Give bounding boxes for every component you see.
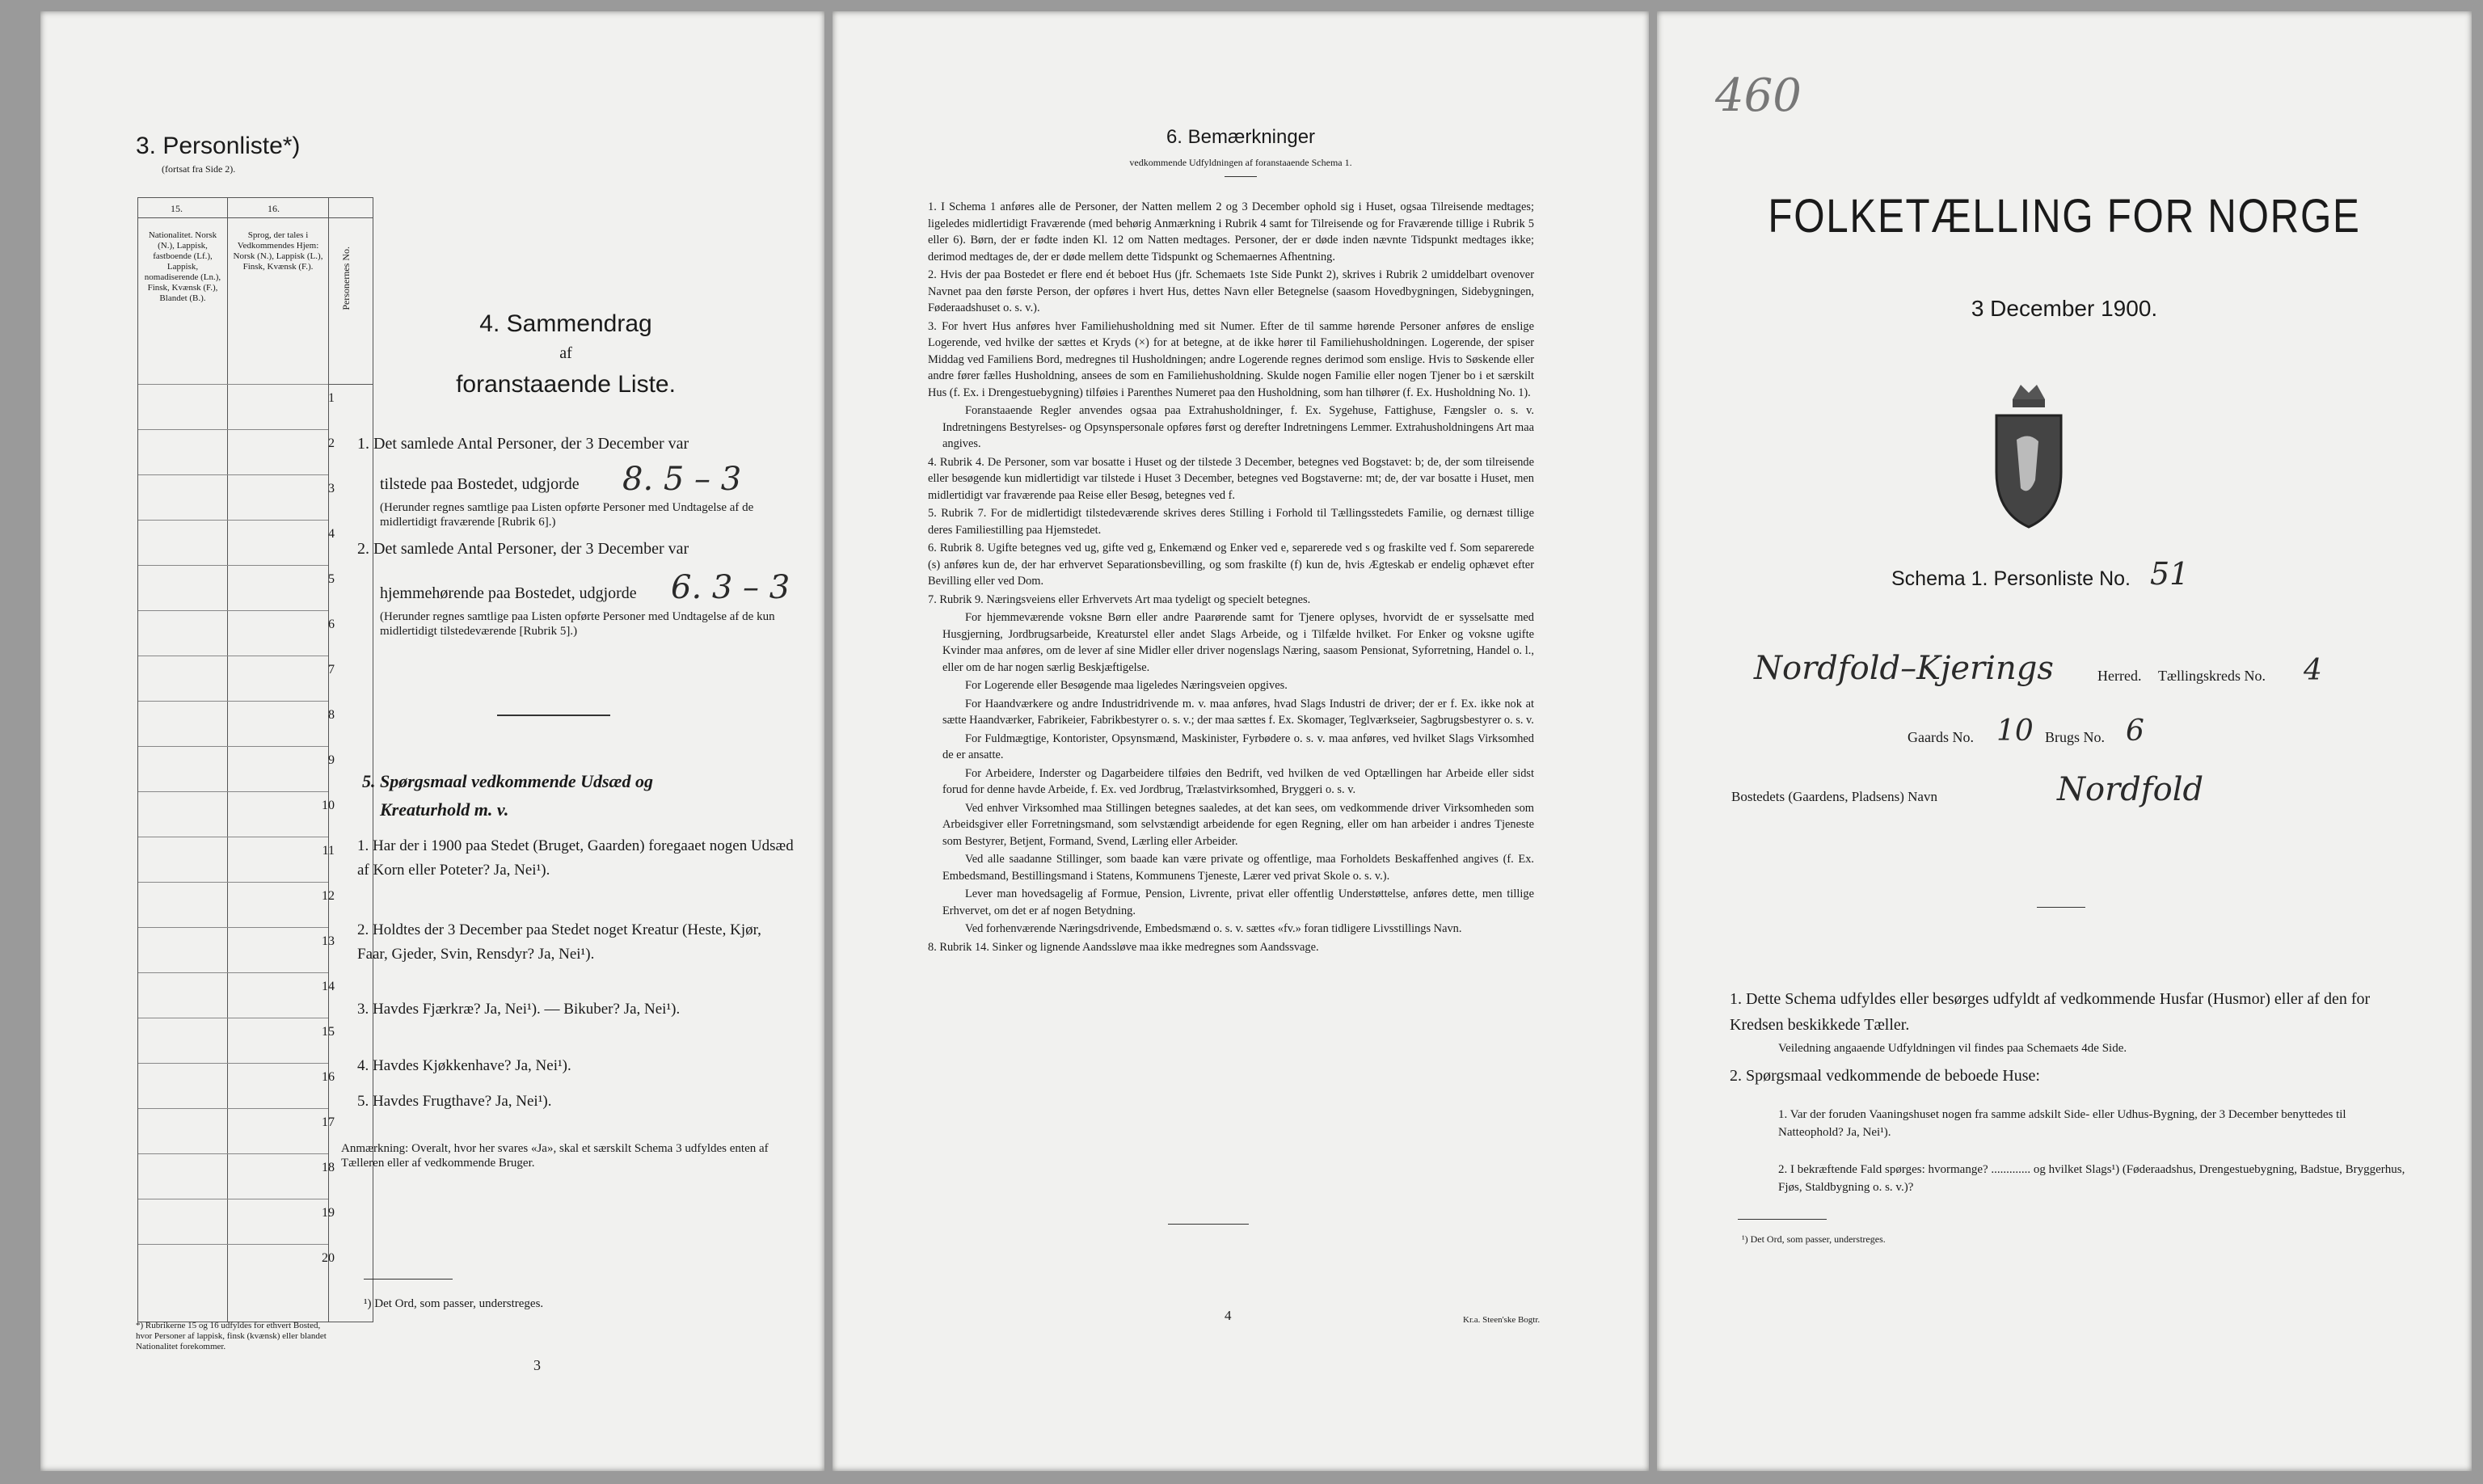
q2-note: (Herunder regnes samtlige paa Listen opførte Personer med Undtagelse af de kun midlertidigt tilstedeværende [Rubrik 5].) <box>380 610 775 638</box>
instruction-2: 2. Spørgsmaal vedkommende de beboede Huse: <box>1730 1067 2040 1085</box>
grid-row-line <box>138 429 328 430</box>
udsaed-q5: 5. Havdes Frugthave? Ja, Nei¹). <box>357 1093 552 1110</box>
remark-paragraph: 2. Hvis der paa Bostedet er flere end ét beboet Hus (jfr. Schemaets 1ste Side Punkt 2), skrives i Rubrik 2 umiddelbart ovenover Navnet paa den første Person, der opføres i hvert Hus, dettes Navn eller Betegnelse (saasom Hovedbygningen, Sidebygningen, Føderaadshuset o. s. v.). <box>928 268 1534 314</box>
remark-paragraph: 7. Rubrik 9. Næringsveiens eller Erhvervets Art maa tydeligt og specielt betegnes. <box>928 592 1311 606</box>
herred-handwritten: Nordfold–Kjerings <box>1754 650 2054 687</box>
udsaed-q1: 1. Har der i 1900 paa Stedet (Bruget, Gaarden) foregaaet nogen Udsæd af Korn eller Poteter? Ja, Nei¹). <box>357 837 794 879</box>
row-number: 9 <box>328 753 335 767</box>
col15-header: Nationalitet. Norsk (N.), Lappisk, fastboende (Lf.), Lappisk, nomadiserende (Ln.), Finsk, Kvænsk (F.), Blandet (B.). <box>144 230 221 303</box>
row-number: 7 <box>328 663 335 677</box>
grid-row-line <box>138 746 328 747</box>
grid-row-line <box>138 882 328 883</box>
instruction-1: 1. Dette Schema udfyldes eller besørges udfyldt af vedkommende Husfar (Husmor) eller af den for Kredsen beskikkede Tæller. <box>1730 990 2371 1034</box>
coat-of-arms-icon <box>1988 375 2069 533</box>
q1-line-a: 1. Det samlede Antal Personer, der 3 December var <box>357 435 689 453</box>
remarks-list <box>928 199 1534 957</box>
instruction-2-2: 2. I bekræftende Fald spørges: hvormange? ............. og hvilket Slags¹) (Føderaadshus, Drengestuebygning, Badstue, Bryggerhus, Fjøs, Staldbygning o. s. v.)? <box>1778 1163 2405 1194</box>
brugs-label: Brugs No. <box>2045 729 2106 745</box>
udsaed-title-b: Kreaturhold m. v. <box>380 799 509 820</box>
row-number: 4 <box>328 527 335 541</box>
row-number: 16 <box>322 1070 335 1084</box>
q2-line-b: hjemmehørende paa Bostedet, udgjorde <box>380 584 637 602</box>
anmaerkning: Anmærkning: Overalt, hvor her svares «Ja», skal et særskilt Schema 3 udfyldes enten af Tælleren eller af vedkommende Bruger. <box>341 1142 769 1170</box>
udsaed-q4: 4. Havdes Kjøkkenhave? Ja, Nei¹). <box>357 1057 571 1074</box>
q2-handwritten: 6. 3 – 3 <box>671 569 790 606</box>
bosted-handwritten: Nordfold <box>2057 771 2204 808</box>
right-footnote: ¹) Det Ord, som passer, understreges. <box>1742 1233 1886 1245</box>
remark-paragraph: Ved alle saadanne Stillinger, som baade kan være private og offentlige, maa Forholdets Beskaffenhed angives (f. Ex. Embedsmand, Bestillingsmand i Statens, Kommunens Tjeneste, Lærer ved privat Skole o. s. v.). <box>942 853 1534 883</box>
row-number: 19 <box>322 1206 335 1220</box>
footnote-rubrik: *) Rubrikerne 15 og 16 udfyldes for ethvert Bosted, hvor Personer af lappisk, finsk (kvænsk) eller blandet Nationalitet forekommer. <box>136 1321 327 1351</box>
page-number-middle: 4 <box>1225 1308 1232 1323</box>
instruction-1-sub: Veiledning angaaende Udfyldningen vil findes paa Schemaets 4de Side. <box>1778 1042 2127 1055</box>
row-number: 3 <box>328 482 335 495</box>
col16-header: Sprog, der tales i Vedkommendes Hjem: Norsk (N.), Lappisk (L.), Finsk, Kvænsk (F.). <box>233 230 323 272</box>
sammendrag-af: af <box>559 344 572 362</box>
kreds-label: Tællingskreds No. <box>2158 668 2266 684</box>
col15-number: 15. <box>171 203 183 214</box>
row-number: 11 <box>322 844 335 858</box>
row-number: 13 <box>322 934 335 948</box>
herred-label: Herred. <box>2097 668 2142 684</box>
grid-row-line <box>138 701 328 702</box>
gaards-number: 10 <box>1996 715 2034 748</box>
grid-row-line <box>138 1108 328 1109</box>
remark-paragraph: 5. Rubrik 7. For de midlertidigt tilstedeværende skrives deres Stilling i Forhold til Tællingsstedets Familie, og dernæst tillige deres Familiestilling paa Hjemstedet. <box>928 507 1534 537</box>
main-title: FOLKETÆLLING FOR NORGE <box>1768 190 2361 242</box>
row-number: 20 <box>322 1251 335 1265</box>
instruction-2-1: 1. Var der foruden Vaaningshuset nogen fra samme adskilt Side- eller Udhus-Bygning, der 3 December benyttedes til Natteophold? Ja, Nei¹). <box>1778 1108 2346 1139</box>
sammendrag-subtitle: foranstaaende Liste. <box>456 371 676 398</box>
grid-row-line <box>138 565 328 566</box>
bemaerkninger-subtitle: vedkommende Udfyldningen af foranstaaende Schema 1. <box>1129 157 1352 168</box>
remark-paragraph: For Arbeidere, Inderster og Dagarbeidere tilføies den Bedrift, ved hvilken de ved Optællingen har Arbeide eller sidst forud for denne havde Arbeide, f. Ex. ved Jordbrug, Trælastvirksomhed, Bryggeri o. s. v. <box>942 766 1534 796</box>
row-number: 17 <box>322 1115 335 1129</box>
grid-row-line <box>138 927 328 928</box>
col16-number: 16. <box>268 203 280 214</box>
row-number: 6 <box>328 618 335 631</box>
ord-footnote: ¹) Det Ord, som passer, understreges. <box>364 1297 544 1310</box>
page-left <box>40 11 824 1471</box>
q2-line-a: 2. Det samlede Antal Personer, der 3 December var <box>357 540 689 558</box>
sammendrag-title: 4. Sammendrag <box>479 310 652 337</box>
bemaerkninger-title: 6. Bemærkninger <box>1166 126 1316 148</box>
remark-paragraph: Lever man hovedsagelig af Formue, Pension, Livrente, privat eller offentlig Understøttelse, anføres dette, men tillige Erhvervet, om det er af nogen Betydning. <box>942 887 1534 917</box>
remark-paragraph: 6. Rubrik 8. Ugifte betegnes ved ug, gifte ved g, Enkemænd og Enker ved e, separerede ved s og fraskilte ved f. Som separerede (s) anføres kun de, der har erhvervet Separationsbevilling, og som fraskilte (f) kun de, hvis Ægteskab er endelig ophævet efter Bevilling eller ved Dom. <box>928 542 1534 588</box>
q1-line-b: tilstede paa Bostedet, udgjorde <box>380 475 580 493</box>
person-list-grid <box>137 197 373 1322</box>
udsaed-q2: 2. Holdtes der 3 December paa Stedet noget Kreatur (Heste, Kjør, Faar, Gjeder, Svin, Rensdyr? Ja, Nei¹). <box>357 921 761 963</box>
row-number: 8 <box>328 708 335 722</box>
row-number: 14 <box>322 980 335 993</box>
census-date: 3 December 1900. <box>1971 296 2158 321</box>
remark-paragraph: 1. I Schema 1 anføres alle de Personer, der Natten mellem 2 og 3 December ophold sig i Huset, ogsaa Tilreisende medtages; ligeledes midlertidigt Fraværende (med behørig Anmærkning i Rubrik 4 samt for Tilreisende og for Fraværende tillige i Rubrik 5 eller 6). Børn, der er fødte inden Kl. 12 om Natten medtages. Personer, der er døde inden nævnte Tidspunkt medtages ikke; derimod medtages de, der er døde mellem dette Tidspunkt og Schemaernes Afhentning. <box>928 200 1534 263</box>
grid-row-line <box>138 384 328 385</box>
brugs-number: 6 <box>2126 715 2144 748</box>
remark-paragraph: For Logerende eller Besøgende maa ligeledes Næringsveien opgives. <box>965 679 1288 692</box>
remark-paragraph: For Haandværkere og andre Industridrivende m. v. maa anføres, hvad Slags Industri de driver; der er f. Ex. ikke nok at sætte Haandværker, Fabrikeier, Fabrikbestyrer o. s. v.; der maa sættes f. Ex. Skomager, Teglværkseier, Sagbrugsbestyrer o. s. v. <box>942 697 1534 727</box>
remark-paragraph: 4. Rubrik 4. De Personer, som var bosatte i Huset og der tilstede 3 December, betegnes ved Bogstavet: b; de, der som tilreisende eller besøgende kun midlertidigt var tilstede i Huset 3 December, betegnes ved Bogstaverne: mt; de, der var bosatte i Huset, men midlertidigt var fraværende paa Reise eller Besøg, betegnes ved f. <box>928 455 1534 502</box>
remark-paragraph: 8. Rubrik 14. Sinker og lignende Aandssløve maa ikke medregnes som Aandssvage. <box>928 940 1319 954</box>
schema-label: Schema 1. Personliste No. <box>1891 567 2131 590</box>
page-middle <box>833 11 1649 1471</box>
remark-paragraph: Ved enhver Virksomhed maa Stillingen betegnes saaledes, at det kan sees, om vedkommende driver Virksomheden som Arbeidsgiver eller Forretningsmand, som selvstændigt arbeidende for egen Regning, eller om han arbeider i andres Tjeneste som Bestyrer, Betjent, Formand, Svend, Lærling eller Arbeider. <box>942 801 1534 848</box>
grid-row-line <box>138 1063 328 1064</box>
q1-note: (Herunder regnes samtlige paa Listen opførte Personer med Undtagelse af de midlertidigt fraværende [Rubrik 6].) <box>380 501 754 529</box>
remark-paragraph: Ved forhenværende Næringsdrivende, Embedsmænd o. s. v. sættes «fv.» foran tidligere Livsstillings Navn. <box>965 922 1462 935</box>
row-number: 15 <box>322 1025 335 1039</box>
remark-paragraph: Foranstaaende Regler anvendes ogsaa paa Extrahusholdninger, f. Ex. Sygehuse, Fattighuse, Fængsler o. s. v. Indretningens Bestyrelses- og Opsynspersonale opføres først og derefter Indretningens Lemmer. Extrahusholdningens Art maa angives. <box>942 404 1534 450</box>
bosted-label: Bostedets (Gaardens, Pladsens) Navn <box>1731 789 1937 804</box>
udsaed-q3: 3. Havdes Fjærkræ? Ja, Nei¹). — Bikuber? Ja, Nei¹). <box>357 1001 681 1018</box>
row-number: 5 <box>328 572 335 586</box>
printer-credit: Kr.a. Steen'ske Bogtr. <box>1463 1315 1541 1325</box>
row-number: 1 <box>328 391 335 405</box>
udsaed-title-a: 5. Spørgsmaal vedkommende Udsæd og <box>362 771 653 791</box>
kreds-number: 4 <box>2304 654 2322 687</box>
personliste-subtitle: (fortsat fra Side 2). <box>162 163 236 175</box>
row-number: 12 <box>322 889 335 903</box>
row-number: 18 <box>322 1161 335 1174</box>
grid-row-line <box>138 791 328 792</box>
row-number: 2 <box>328 436 335 450</box>
row-number: 10 <box>322 799 335 812</box>
page-number-left: 3 <box>533 1357 541 1373</box>
schema-number: 51 <box>2150 556 2190 592</box>
q1-handwritten: 8. 5 – 3 <box>622 461 742 498</box>
remark-paragraph: 3. For hvert Hus anføres hver Familiehusholdning med sit Numer. Efter de til samme hørende Personer anføres de enslige Logerende, ved hvilke der sættes et Kryds (×) for at betegne, at de ikke hører til Familiehusholdningen. Logerende, der spiser Middag ved Familiens Bord, medregnes til Husholdningen; andre Logerende regnes derimod som enslige. Hvis to Søskende eller andre fører fælles Husholdning, ansees de som en Familiehusholdning. Skulde nogen Familie eller nogen Tjener bo i et særskilt Hus (f. Ex. i Drengestuebygning) tilføies i Parenthes Numeret paa den Husholdning, som han tilhører (f. Ex. Husholdning No. 1). <box>928 319 1534 399</box>
personliste-title: 3. Personliste*) <box>136 133 301 159</box>
grid-row-line <box>138 474 328 475</box>
remark-paragraph: For hjemmeværende voksne Børn eller andre Paarørende samt for Tjenere oplyses, hvorvidt de er sysselsatte med Husgjerning, Jordbrugsarbeide, Kreaturstel eller andet Slags Arbeide, og i Tilfælde hvilket. For Enker og voksne ugifte Kvinder maa anføres, om de lever af sine Midler eller driver nogenslags Næring, saasom Pensionat, Syforretning, Handel o. l., eller om de har nogen særlig Beskjæftigelse. <box>942 611 1534 674</box>
page-right <box>1657 11 2472 1471</box>
grid-row-line <box>138 1244 328 1245</box>
grid-row-line <box>138 610 328 611</box>
col17-header: Personernes No. <box>340 247 352 310</box>
grid-row-line <box>138 1153 328 1154</box>
remark-paragraph: For Fuldmægtige, Kontorister, Opsynsmænd, Maskinister, Fyrbødere o. s. v. maa anføres, ved hvilket Slags Virksomhed de er ansatte. <box>942 731 1534 761</box>
grid-row-line <box>138 520 328 521</box>
gaards-label: Gaards No. <box>1908 729 1974 745</box>
handwritten-number: 460 <box>1715 70 1802 122</box>
grid-row-line <box>138 972 328 973</box>
